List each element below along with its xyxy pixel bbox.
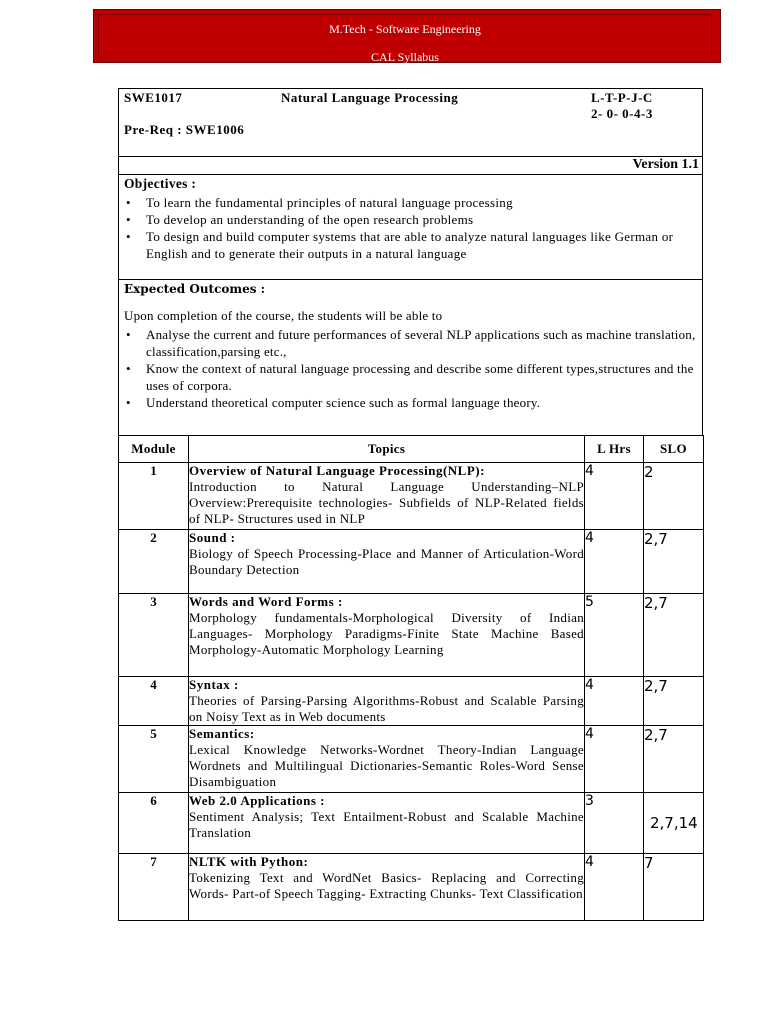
module-number: 1 (119, 463, 189, 530)
table-header-row (119, 436, 704, 463)
objectives-list (124, 194, 696, 262)
outcomes-list (124, 326, 696, 411)
header-banner (93, 9, 721, 63)
header-slo: SLO (644, 436, 704, 463)
module-body: Biology of Speech Processing-Place and Manner of Articulation-Word Boundary Detection (189, 546, 584, 577)
module-number: 3 (119, 594, 189, 677)
module-slo: 2,7 (644, 726, 704, 793)
table-row (119, 854, 704, 921)
table-row (119, 677, 704, 726)
module-number: 4 (119, 677, 189, 726)
module-slo: 2,7 (644, 677, 704, 726)
ltpjc-label: L-T-P-J-C (591, 90, 653, 105)
module-slo: 2,7 (644, 530, 704, 594)
course-code: SWE1017 (124, 90, 183, 105)
module-hours: 3 (585, 793, 644, 854)
module-body: Lexical Knowledge Networks-Wordnet Theory-Indian Language Wordnets and Multilingual Dictionaries-Semantic Roles-Word Sense Disambiguation (189, 742, 584, 789)
prerequisite: Pre-Req : SWE1006 (124, 122, 245, 137)
module-number: 5 (119, 726, 189, 793)
objective-item: • To design and build computer systems that are able to analyze natural languages like German or English and to generate their outputs in a natural language (124, 228, 696, 262)
objectives-section (118, 174, 703, 279)
module-hours: 4 (585, 530, 644, 594)
module-body: Sentiment Analysis; Text Entailment-Robust and Scalable Machine Translation (189, 809, 584, 840)
modules-table (118, 435, 704, 921)
header-topics: Topics (189, 436, 585, 463)
outcomes-section (118, 279, 703, 435)
module-number: 7 (119, 854, 189, 921)
table-row (119, 594, 704, 677)
module-heading: Syntax : (189, 677, 239, 692)
module-body: Morphology fundamentals-Morphological Diversity of Indian Languages- Morphology Paradigms-Finite State Machine Based Morphology-Automatic Morphology Learning (189, 610, 584, 657)
header-lhrs: L Hrs (585, 436, 644, 463)
module-slo: 2,7 (644, 594, 704, 677)
table-row (119, 463, 704, 530)
table-row (119, 530, 704, 594)
module-body: Tokenizing Text and WordNet Basics- Replacing and Correcting Words- Part-of Speech Tagging- Extracting Chunks- Text Classification (189, 870, 584, 901)
module-slo: 7 (644, 854, 704, 921)
module-topics (189, 854, 585, 921)
header-module: Module (119, 436, 189, 463)
module-topics (189, 594, 585, 677)
course-header (118, 88, 703, 156)
module-heading: Web 2.0 Applications : (189, 793, 325, 808)
objectives-title: Objectives : (124, 176, 197, 191)
banner-syllabus-label: CAL Syllabus (371, 50, 439, 64)
outcome-item: • Analyse the current and future performances of several NLP applications such as machine translation, classification,parsing etc., (124, 326, 696, 360)
outcome-item: • Know the context of natural language processing and describe some different types,structures and the uses of corpora. (124, 360, 696, 394)
banner-program-title: M.Tech - Software Engineering (329, 22, 481, 36)
module-number: 2 (119, 530, 189, 594)
module-heading: Words and Word Forms : (189, 594, 343, 609)
banner-frame (98, 14, 712, 64)
version-label: Version 1.1 (632, 157, 699, 172)
module-heading: Overview of Natural Language Processing(NLP): (189, 463, 485, 478)
table-row (119, 726, 704, 793)
outcomes-title: Expected Outcomes : (124, 282, 266, 296)
ltpjc-value: 2- 0- 0-4-3 (591, 106, 653, 121)
module-hours: 4 (585, 463, 644, 530)
syllabus-sheet (118, 88, 703, 921)
module-topics (189, 530, 585, 594)
module-body: Theories of Parsing-Parsing Algorithms-Robust and Scalable Parsing on Noisy Text as in Web documents (189, 693, 584, 724)
module-number: 6 (119, 793, 189, 854)
course-title: Natural Language Processing (281, 90, 459, 105)
table-row (119, 793, 704, 854)
module-topics (189, 677, 585, 726)
module-body: Introduction to Natural Language Understanding–NLP Overview:Prerequisite technologies- Subfields of NLP-Related fields of NLP- Structures used in NLP (189, 479, 584, 526)
module-slo: 2,7,14 (644, 793, 704, 854)
module-hours: 4 (585, 677, 644, 726)
module-heading: Semantics: (189, 726, 255, 741)
module-heading: Sound : (189, 530, 236, 545)
module-hours: 4 (585, 726, 644, 793)
module-topics (189, 463, 585, 530)
version-row (118, 156, 703, 174)
outcome-item: • Understand theoretical computer science such as formal language theory. (124, 394, 696, 411)
module-slo: 2 (644, 463, 704, 530)
objective-item: • To learn the fundamental principles of natural language processing (124, 194, 696, 211)
module-hours: 4 (585, 854, 644, 921)
module-topics (189, 793, 585, 854)
module-heading: NLTK with Python: (189, 854, 309, 869)
module-hours: 5 (585, 594, 644, 677)
outcomes-intro: Upon completion of the course, the students will be able to (124, 308, 443, 323)
module-topics (189, 726, 585, 793)
objective-item: • To develop an understanding of the open research problems (124, 211, 696, 228)
